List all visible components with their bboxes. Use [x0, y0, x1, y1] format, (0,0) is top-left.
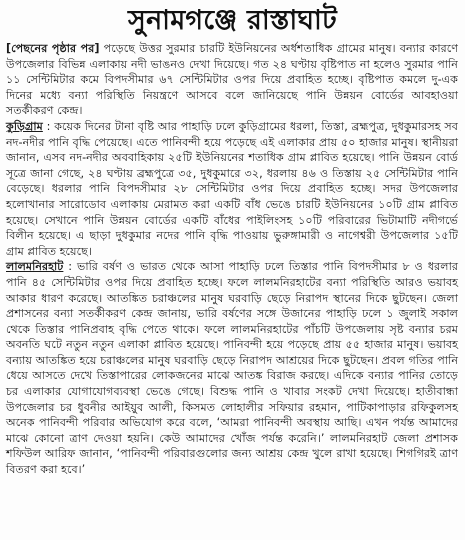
- paragraph-text: : ভারি বর্ষণ ও ভারত থেকে আসা পাহাড়ি ঢলে তিস্তার পানি বিপদসীমার ৮ ও ধরলার পানি ৪৫ সেন্টিমিটার ওপর দিয়ে প্রবাহিত হচ্ছে। ফলে লালমনিরহাটের বন্যা পরিস্থিতি আরও ভয়াবহ আকার ধারণ করেছে। আতঙ্কিত চরাঞ্চলের মানুষ ঘরবাড়ি ছেড়ে নিরাপদ স্থানের দিকে ছুটছেন। জেলা প্রশাসনের বন্যা সতর্কীকরণ কেন্দ্র জানায়, ভারি বর্ষণের সঙ্গে উজানের পাহাড়ি ঢলে ১ জুলাই সকাল থেকে তিস্তার পানিপ্রবাহ বৃদ্ধি পেতে থাকে। ফলে লালমনিরহাটের পাঁচটি উপজেলায় সৃষ্ট বন্যার চরম অবনতি ঘটে নতুন নতুন এলাকা প্লাবিত হয়েছে। পানিবন্দী হয়ে পড়েছে প্রায় ৫৫ হাজার মানুষ। ভয়াবহ বন্যায় আতঙ্কিত হয়ে চরাঞ্চলের মানুষ ঘরবাড়ি ছেড়ে নিরাপদ আশ্রয়ের দিকে ছুটছেন। প্রবল গতির পানি ধেয়ে আসতে দেখে তিস্তাপারের লোকজনের মাঝে আতঙ্ক বিরাজ করছে। এদিকে বন্যার পানির তোড়ে চর এলাকার যোগাযোগব্যবস্থা ভেঙে গেছে। বিশুদ্ধ পানি ও খাবার সংকট দেখা দিয়েছে। হাতীবান্ধা উপজেলার চর ধুবনীর আইয়ুব আলী, কিসমত লোহালীর সফিয়ার রহমান, পাটিকাপাড়ার রফিকুলসহ অনেক পানিবন্দী পরিবার অভিযোগ করে বলে, ‘আমরা পানিবন্দী অবস্থায় আছি। এখন পর্যন্ত আমাদের মাঝে কোনো ত্রাণ দেওয়া হয়নি। কেউ আমাদের খোঁজ পর্যন্ত করেনি।’ লালমনিরহাট জেলা প্রশাসক শফিউল আরিফ জানান, ‘পানিবন্দী পরিবারগুলোর জন্য আশ্রয় কেন্দ্র খুলে রাখা হয়েছে। শিগগিরই ত্রাণ বিতরণ করা হবে।’: [6, 260, 458, 477]
- paragraph-text: পড়েছে উত্তর সুরমার চারটি ইউনিয়নের অর্ধশতাধিক গ্রামের মানুষ। বন্যার কারণে উপজেলার বিভিন্ন এলাকায় নদী ভাঙনও দেখা দিয়েছে। গত ২৪ ঘণ্টায় বৃষ্টিপাত না হলেও সুরমার পানি ১১ সেন্টিমিটার কমে বিপদসীমার ৬৭ সেন্টিমিটার ওপর দিয়ে প্রবাহিত হচ্ছে। বৃষ্টিপাত কমলে দু-এক দিনের মধ্যে বন্যা পরিস্থিতি নিয়ন্ত্রণে আসবে বলে জানিয়েছে পানি উন্নয়ন বোর্ডের আবহাওয়া সতর্কীকরণ কেন্দ্র।: [6, 42, 458, 118]
- article-body: [6, 41, 458, 478]
- paragraph-kurigram: [6, 119, 458, 259]
- paragraph-text: : কয়েক দিনের টানা বৃষ্টি আর পাহাড়ি ঢলে কুড়িগ্রামের ধরলা, তিস্তা, ব্রহ্মপুত্র, দুধকুমারসহ সব নদ-নদীর পানি বৃদ্ধি পেয়েছে। এতে পানিবন্দী হয়ে পড়েছে এই এলাকার প্রায় ৫০ হাজার মানুষ। স্থানীয়রা জানান, এসব নদ-নদীর অববাহিকায় ২৫টি ইউনিয়নের শতাধিক গ্রাম প্লাবিত হয়েছে। পানি উন্নয়ন বোর্ড সূত্রে জানা গেছে, ২৪ ঘণ্টায় ব্রহ্মপুত্রে ৩৫, দুধকুমারে ৩২, ধরলায় ৪৬ ও তিস্তায় ২৫ সেন্টিমিটার পানি বেড়েছে। ধরলার পানি বিপদসীমার ২৮ সেন্টিমিটার ওপর দিয়ে প্রবাহিত হচ্ছে। সদর উপজেলার হলোখানার সারোডোব এলাকায় মেরামত করা একটি বাঁধ ভেঙে চারটি ইউনিয়নের ১০টি গ্রাম প্লাবিত হয়েছে। সেখানে পানি উন্নয়ন বোর্ডের একটি বাঁধের পাইলিংসহ ১০টি পরিবারের ভিটামাটি নদীগর্ভে বিলীন হয়েছে। এ ছাড়া দুধকুমার নদের পানি বৃদ্ধি পাওয়ায় ভুরুঙ্গামারী ও নাগেশ্বরী উপজেলার ১৫টি গ্রাম প্লাবিত হয়েছে।: [6, 119, 458, 258]
- paragraph-lalmonirhat: [6, 259, 458, 477]
- dateline-kurigram: কুড়িগ্রাম: [6, 119, 43, 133]
- dateline-lalmonirhat: লালমনিরহাট: [6, 260, 64, 274]
- paragraph-sunamganj: [6, 41, 458, 119]
- continuation-marker: [পেছনের পৃষ্ঠার পর]: [6, 42, 100, 55]
- headline: সুনামগঞ্জে রাস্তাঘাট: [128, 5, 337, 36]
